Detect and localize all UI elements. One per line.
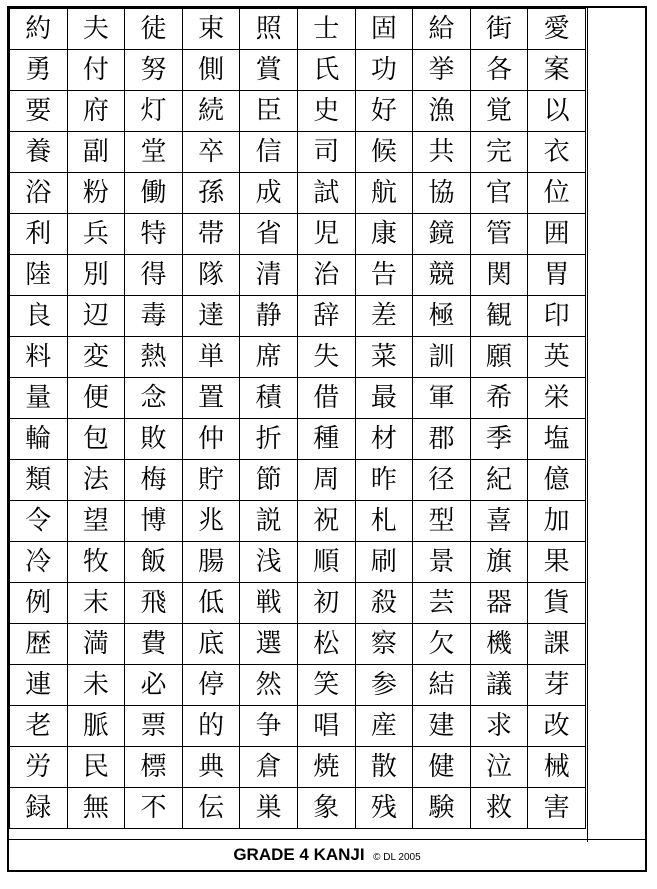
kanji-cell: 街	[470, 9, 528, 50]
kanji-cell: 固	[355, 9, 413, 50]
kanji-cell: 毒	[125, 296, 183, 337]
kanji-cell: 兵	[67, 214, 125, 255]
kanji-cell: 戦	[240, 583, 298, 624]
kanji-cell: 要	[10, 91, 68, 132]
kanji-cell: 札	[355, 501, 413, 542]
kanji-cell: 民	[67, 747, 125, 788]
kanji-cell: 挙	[413, 50, 471, 91]
kanji-cell: 材	[355, 419, 413, 460]
kanji-cell: 卒	[182, 132, 240, 173]
kanji-cell: 好	[355, 91, 413, 132]
kanji-cell: 未	[67, 665, 125, 706]
kanji-cell: 観	[470, 296, 528, 337]
kanji-cell: 飛	[125, 583, 183, 624]
kanji-cell: 位	[528, 173, 586, 214]
kanji-cell: 量	[10, 378, 68, 419]
kanji-cell: 司	[297, 132, 355, 173]
kanji-cell: 季	[470, 419, 528, 460]
kanji-cell: 末	[67, 583, 125, 624]
kanji-cell: 借	[297, 378, 355, 419]
kanji-cell: 仲	[182, 419, 240, 460]
kanji-cell: 軍	[413, 378, 471, 419]
kanji-cell: 候	[355, 132, 413, 173]
kanji-row	[10, 173, 586, 214]
kanji-cell: 熱	[125, 337, 183, 378]
kanji-cell: 粉	[67, 173, 125, 214]
kanji-cell: 菜	[355, 337, 413, 378]
kanji-cell: 的	[182, 706, 240, 747]
kanji-cell: 加	[528, 501, 586, 542]
kanji-cell: 成	[240, 173, 298, 214]
kanji-cell: 径	[413, 460, 471, 501]
kanji-cell: 照	[240, 9, 298, 50]
kanji-cell: 漁	[413, 91, 471, 132]
kanji-row	[10, 91, 586, 132]
kanji-cell: 側	[182, 50, 240, 91]
kanji-cell: 信	[240, 132, 298, 173]
kanji-cell: 念	[125, 378, 183, 419]
kanji-cell: 順	[297, 542, 355, 583]
kanji-cell: 史	[297, 91, 355, 132]
blank-right-strip	[587, 8, 645, 842]
kanji-cell: 歴	[10, 624, 68, 665]
kanji-cell: 協	[413, 173, 471, 214]
kanji-cell: 標	[125, 747, 183, 788]
kanji-cell: 訓	[413, 337, 471, 378]
kanji-cell: 席	[240, 337, 298, 378]
kanji-cell: 健	[413, 747, 471, 788]
kanji-row	[10, 255, 586, 296]
kanji-cell: 満	[67, 624, 125, 665]
kanji-cell: 焼	[297, 747, 355, 788]
kanji-row	[10, 747, 586, 788]
kanji-row	[10, 624, 586, 665]
kanji-cell: 以	[528, 91, 586, 132]
kanji-cell: 典	[182, 747, 240, 788]
kanji-cell: 便	[67, 378, 125, 419]
kanji-cell: 競	[413, 255, 471, 296]
kanji-cell: 労	[10, 747, 68, 788]
kanji-cell: 求	[470, 706, 528, 747]
kanji-cell: 欠	[413, 624, 471, 665]
kanji-cell: 改	[528, 706, 586, 747]
kanji-cell: 愛	[528, 9, 586, 50]
kanji-cell: 械	[528, 747, 586, 788]
kanji-cell: 印	[528, 296, 586, 337]
kanji-cell: 試	[297, 173, 355, 214]
sheet-footer	[9, 839, 645, 870]
kanji-cell: 告	[355, 255, 413, 296]
kanji-cell: 衣	[528, 132, 586, 173]
kanji-cell: 例	[10, 583, 68, 624]
kanji-cell: 験	[413, 788, 471, 829]
kanji-cell: 航	[355, 173, 413, 214]
kanji-cell: 料	[10, 337, 68, 378]
kanji-cell: 働	[125, 173, 183, 214]
kanji-row	[10, 460, 586, 501]
kanji-cell: 類	[10, 460, 68, 501]
kanji-cell: 得	[125, 255, 183, 296]
kanji-cell: 梅	[125, 460, 183, 501]
kanji-cell: 録	[10, 788, 68, 829]
kanji-cell: 特	[125, 214, 183, 255]
kanji-cell: 貯	[182, 460, 240, 501]
kanji-cell: 老	[10, 706, 68, 747]
kanji-cell: 巣	[240, 788, 298, 829]
kanji-cell: 初	[297, 583, 355, 624]
kanji-cell: 勇	[10, 50, 68, 91]
kanji-cell: 機	[470, 624, 528, 665]
kanji-cell: 静	[240, 296, 298, 337]
kanji-cell: 養	[10, 132, 68, 173]
kanji-cell: 停	[182, 665, 240, 706]
kanji-cell: 囲	[528, 214, 586, 255]
kanji-grid-body	[10, 9, 586, 829]
kanji-cell: 器	[470, 583, 528, 624]
kanji-cell: 然	[240, 665, 298, 706]
kanji-cell: 孫	[182, 173, 240, 214]
kanji-cell: 治	[297, 255, 355, 296]
kanji-cell: 伝	[182, 788, 240, 829]
kanji-cell: 芸	[413, 583, 471, 624]
kanji-cell: 松	[297, 624, 355, 665]
kanji-cell: 良	[10, 296, 68, 337]
kanji-cell: 差	[355, 296, 413, 337]
kanji-cell: 結	[413, 665, 471, 706]
kanji-cell: 議	[470, 665, 528, 706]
kanji-cell: 束	[182, 9, 240, 50]
kanji-cell: 別	[67, 255, 125, 296]
kanji-cell: 包	[67, 419, 125, 460]
kanji-cell: 灯	[125, 91, 183, 132]
kanji-cell: 選	[240, 624, 298, 665]
kanji-cell: 努	[125, 50, 183, 91]
kanji-cell: 牧	[67, 542, 125, 583]
kanji-cell: 積	[240, 378, 298, 419]
kanji-cell: 周	[297, 460, 355, 501]
kanji-cell: 極	[413, 296, 471, 337]
kanji-cell: 散	[355, 747, 413, 788]
kanji-cell: 救	[470, 788, 528, 829]
kanji-cell: 喜	[470, 501, 528, 542]
kanji-cell: 殺	[355, 583, 413, 624]
kanji-cell: 帯	[182, 214, 240, 255]
kanji-cell: 害	[528, 788, 586, 829]
kanji-row	[10, 214, 586, 255]
kanji-cell: 願	[470, 337, 528, 378]
kanji-cell: 必	[125, 665, 183, 706]
kanji-cell: 辞	[297, 296, 355, 337]
kanji-row	[10, 337, 586, 378]
kanji-cell: 兆	[182, 501, 240, 542]
kanji-cell: 栄	[528, 378, 586, 419]
kanji-cell: 陸	[10, 255, 68, 296]
kanji-cell: 塩	[528, 419, 586, 460]
kanji-cell: 費	[125, 624, 183, 665]
kanji-cell: 脈	[67, 706, 125, 747]
kanji-cell: 億	[528, 460, 586, 501]
kanji-cell: 付	[67, 50, 125, 91]
kanji-cell: 連	[10, 665, 68, 706]
kanji-cell: 紀	[470, 460, 528, 501]
kanji-cell: 約	[10, 9, 68, 50]
kanji-row	[10, 706, 586, 747]
kanji-cell: 辺	[67, 296, 125, 337]
kanji-cell: 府	[67, 91, 125, 132]
kanji-cell: 祝	[297, 501, 355, 542]
kanji-cell: 管	[470, 214, 528, 255]
kanji-cell: 案	[528, 50, 586, 91]
kanji-cell: 失	[297, 337, 355, 378]
kanji-cell: 臣	[240, 91, 298, 132]
kanji-cell: 折	[240, 419, 298, 460]
kanji-row	[10, 542, 586, 583]
kanji-cell: 副	[67, 132, 125, 173]
kanji-cell: 腸	[182, 542, 240, 583]
kanji-cell: 輪	[10, 419, 68, 460]
kanji-cell: 底	[182, 624, 240, 665]
kanji-cell: 胃	[528, 255, 586, 296]
kanji-grid	[9, 8, 586, 829]
kanji-cell: 各	[470, 50, 528, 91]
kanji-cell: 法	[67, 460, 125, 501]
kanji-cell: 倉	[240, 747, 298, 788]
kanji-cell: 昨	[355, 460, 413, 501]
kanji-cell: 象	[297, 788, 355, 829]
kanji-cell: 続	[182, 91, 240, 132]
kanji-cell: 敗	[125, 419, 183, 460]
kanji-sheet	[7, 6, 647, 872]
kanji-cell: 票	[125, 706, 183, 747]
kanji-cell: 鏡	[413, 214, 471, 255]
kanji-row	[10, 419, 586, 460]
kanji-cell: 浴	[10, 173, 68, 214]
kanji-cell: 望	[67, 501, 125, 542]
kanji-cell: 争	[240, 706, 298, 747]
kanji-cell: 夫	[67, 9, 125, 50]
kanji-cell: 利	[10, 214, 68, 255]
kanji-cell: 芽	[528, 665, 586, 706]
kanji-row	[10, 788, 586, 829]
kanji-cell: 建	[413, 706, 471, 747]
kanji-cell: 氏	[297, 50, 355, 91]
kanji-cell: 泣	[470, 747, 528, 788]
kanji-cell: 完	[470, 132, 528, 173]
kanji-cell: 児	[297, 214, 355, 255]
kanji-cell: 隊	[182, 255, 240, 296]
kanji-cell: 低	[182, 583, 240, 624]
kanji-cell: 関	[470, 255, 528, 296]
kanji-cell: 英	[528, 337, 586, 378]
kanji-cell: 郡	[413, 419, 471, 460]
kanji-row	[10, 132, 586, 173]
kanji-cell: 清	[240, 255, 298, 296]
kanji-cell: 康	[355, 214, 413, 255]
kanji-cell: 置	[182, 378, 240, 419]
kanji-cell: 共	[413, 132, 471, 173]
kanji-row	[10, 583, 586, 624]
kanji-cell: 覚	[470, 91, 528, 132]
kanji-cell: 貨	[528, 583, 586, 624]
kanji-cell: 徒	[125, 9, 183, 50]
kanji-row	[10, 665, 586, 706]
kanji-cell: 型	[413, 501, 471, 542]
kanji-cell: 参	[355, 665, 413, 706]
kanji-cell: 単	[182, 337, 240, 378]
kanji-row	[10, 501, 586, 542]
copyright-notice: © DL 2005	[373, 852, 421, 863]
kanji-cell: 希	[470, 378, 528, 419]
kanji-cell: 浅	[240, 542, 298, 583]
kanji-cell: 旗	[470, 542, 528, 583]
kanji-cell: 残	[355, 788, 413, 829]
kanji-cell: 功	[355, 50, 413, 91]
sheet-title: GRADE 4 KANJI	[233, 845, 365, 864]
kanji-cell: 節	[240, 460, 298, 501]
kanji-cell: 産	[355, 706, 413, 747]
kanji-cell: 冷	[10, 542, 68, 583]
kanji-cell: 博	[125, 501, 183, 542]
kanji-cell: 官	[470, 173, 528, 214]
kanji-row	[10, 50, 586, 91]
kanji-cell: 堂	[125, 132, 183, 173]
kanji-cell: 説	[240, 501, 298, 542]
kanji-cell: 果	[528, 542, 586, 583]
kanji-cell: 令	[10, 501, 68, 542]
kanji-cell: 唱	[297, 706, 355, 747]
kanji-row	[10, 9, 586, 50]
kanji-cell: 無	[67, 788, 125, 829]
kanji-cell: 景	[413, 542, 471, 583]
kanji-cell: 笑	[297, 665, 355, 706]
kanji-cell: 変	[67, 337, 125, 378]
kanji-cell: 飯	[125, 542, 183, 583]
kanji-row	[10, 378, 586, 419]
kanji-cell: 給	[413, 9, 471, 50]
kanji-cell: 種	[297, 419, 355, 460]
kanji-cell: 士	[297, 9, 355, 50]
kanji-cell: 刷	[355, 542, 413, 583]
kanji-cell: 賞	[240, 50, 298, 91]
kanji-row	[10, 296, 586, 337]
kanji-cell: 察	[355, 624, 413, 665]
kanji-cell: 達	[182, 296, 240, 337]
kanji-cell: 課	[528, 624, 586, 665]
kanji-cell: 省	[240, 214, 298, 255]
kanji-cell: 最	[355, 378, 413, 419]
kanji-cell: 不	[125, 788, 183, 829]
